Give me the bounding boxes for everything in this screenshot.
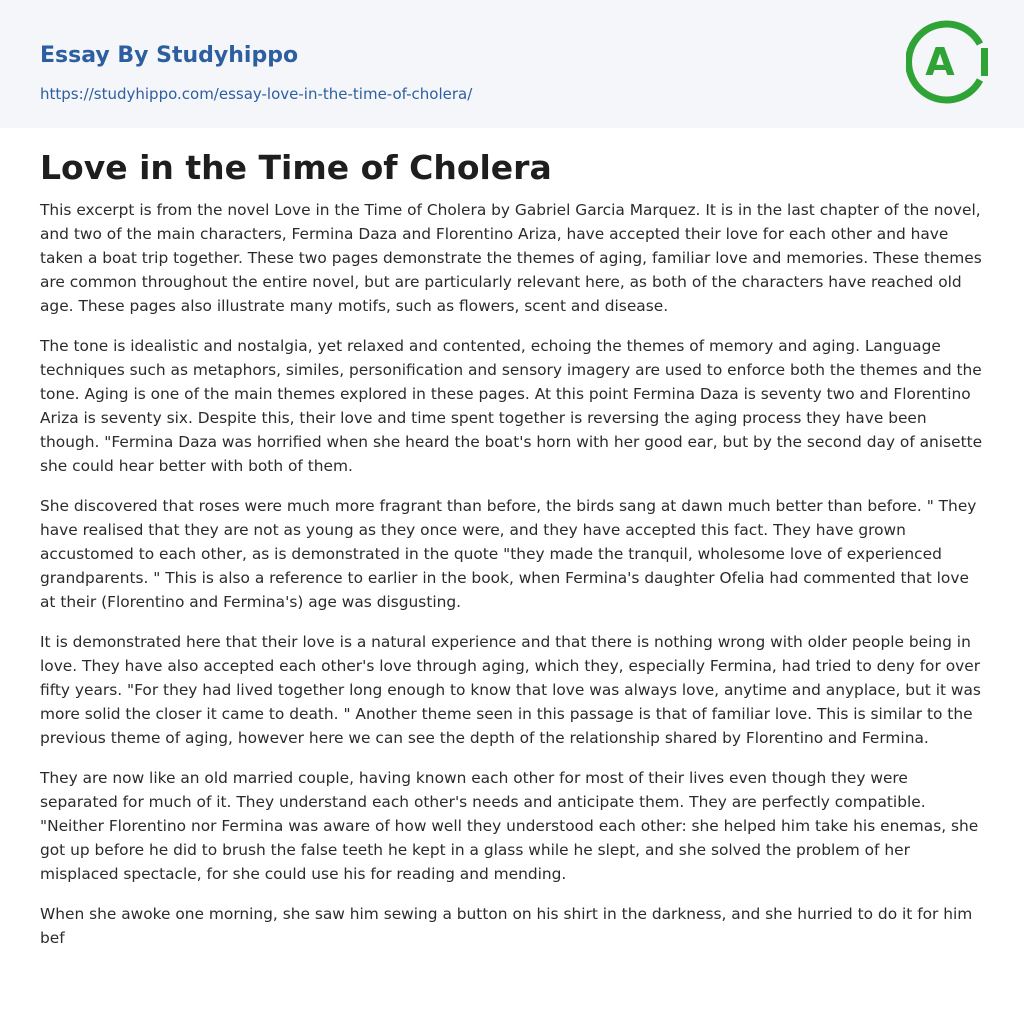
article xyxy=(40,146,988,966)
article-paragraph: The tone is idealistic and nostalgia, yet relaxed and contented, echoing the themes of memory and aging. Language techniques such as metaphors, similes, personification and sensory imagery are used to enforce both the themes and the tone. Aging is one of the main themes explored in these pages. At this point Fermina Daza is seventy two and Florentino Ariza is seventy six. Despite this, their love and time spent together is reversing the aging process they have been though. "Fermina Daza was horrified when she heard the boat's horn with her good ear, but by the second day of anisette she could hear better with both of them. xyxy=(40,337,983,475)
article-paragraph: It is demonstrated here that their love is a natural experience and that there is nothing wrong with older people being in love. They have also accepted each other's love through aging, which they, especially Fermina, had tried to deny for over fifty years. "For they had lived together long enough to know that love was always love, anytime and anyplace, but it was more solid the closer it came to death. " Another theme seen in this passage is that of familiar love. This is similar to the previous theme of aging, however here we can see the depth of the relationship shared by Florentino and Fermina. xyxy=(40,633,981,747)
site-header xyxy=(0,0,1024,128)
logo-letter: A xyxy=(925,40,955,84)
article-paragraph: This excerpt is from the novel Love in the Time of Cholera by Gabriel Garcia Marquez. It is in the last chapter of the novel, and two of the main characters, Fermina Daza and Florentino Ariza, have accepted their love for each other and have taken a boat trip together. These two pages demonstrate the themes of aging, familiar love and memories. These themes are common throughout the entire novel, but are particularly relevant here, as both of the characters have reached old age. These pages also illustrate many motifs, such as flowers, scent and disease. xyxy=(40,201,982,315)
essay-url-link[interactable]: https://studyhippo.com/essay-love-in-the-time-of-cholera/ xyxy=(40,85,473,103)
article-paragraph: She discovered that roses were much more fragrant than before, the birds sang at dawn much better than before. " They have realised that they are not as young as they once were, and they have accepted this fact. They have grown accustomed to each other, as is demonstrated in the quote "they made the tranquil, wholesome love of experienced grandparents. " This is also a reference to earlier in the book, when Fermina's daughter Ofelia had commented that love at their (Florentino and Fermina's) age was disgusting. xyxy=(40,497,977,611)
site-brand-title[interactable]: Essay By Studyhippo xyxy=(40,43,299,68)
article-paragraph: When she awoke one morning, she saw him sewing a button on his shirt in the darkness, and she hurried to do it for him bef xyxy=(40,905,973,947)
studyhippo-logo-icon[interactable] xyxy=(906,18,990,106)
article-paragraph: They are now like an old married couple, having known each other for most of their lives even though they were separated for much of it. They understand each other's needs and anticipate them. They are perfectly compatible. "Neither Florentino nor Fermina was aware of how well they understood each other: she helped him take his enemas, she got up before he did to brush the false teeth he kept in a glass while he slept, and she solved the problem of her misplaced spectacle, for she could use his for reading and mending. xyxy=(40,769,979,883)
article-title: Love in the Time of Cholera xyxy=(40,148,552,187)
